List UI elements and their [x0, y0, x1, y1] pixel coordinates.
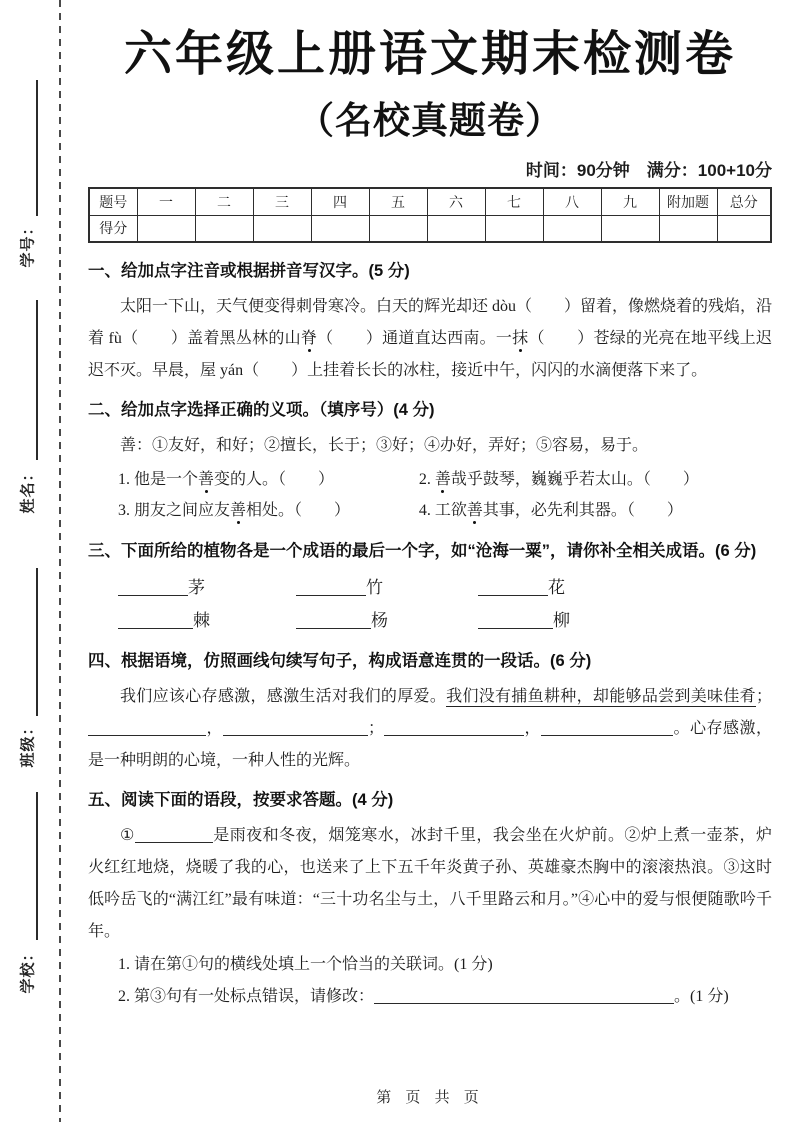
- idiom-blank: [118, 612, 193, 629]
- score-header-cell: 三: [253, 188, 311, 215]
- score-header-cell: 附加题: [659, 188, 717, 215]
- idiom-char: 棘: [193, 611, 210, 630]
- score-header-cell: 八: [543, 188, 601, 215]
- score-cell-empty: [659, 215, 717, 242]
- time-score-info: 时间：90分钟 满分：100+10分: [525, 161, 772, 180]
- section-5-sub-question-1: 1. 请在第①句的横线处填上一个恰当的关联词。(1 分): [118, 956, 493, 973]
- name-label: 姓名：: [19, 464, 37, 514]
- score-cell-empty: [311, 215, 369, 242]
- section-2-item-3: 3. 朋友之间应友善相处。（ ）: [118, 502, 351, 519]
- section-4: [88, 648, 772, 777]
- score-header-cell: 总分: [717, 188, 771, 215]
- score-header-cell: 二: [195, 188, 253, 215]
- idiom-item: [296, 573, 478, 603]
- idiom-char: 茅: [188, 578, 205, 597]
- score-cell-empty: [369, 215, 427, 242]
- score-row-label: 得分: [89, 215, 137, 242]
- exam-subtitle: （名校真题卷）: [297, 100, 563, 141]
- idiom-item: [478, 573, 772, 603]
- score-header-cell: 四: [311, 188, 369, 215]
- score-header-cell: 七: [485, 188, 543, 215]
- score-header-cell: 六: [427, 188, 485, 215]
- score-cell-empty: [543, 215, 601, 242]
- score-header-cell: 五: [369, 188, 427, 215]
- section-1-passage: 太阳一下山，天气便变得刺骨寒冷。白天的辉光却还 dòu（ ）留着，像燃烧着的残焰，沿着 fù（ ）盖着黑丛林的山脊（ ）通道直达西南。一抹（ ）苍绿的光亮在地平线上迟迟不灭。早晨，屋 yán（ ）上挂着长长的冰柱，接近中午，闪闪的水滴便落下来了。: [88, 298, 773, 379]
- section-2-item-1: 1. 他是一个善变的人。（ ）: [118, 471, 335, 488]
- idiom-char: 花: [548, 578, 565, 597]
- idiom-item: [296, 606, 478, 636]
- score-cell-empty: [195, 215, 253, 242]
- exam-title: 六年级上册语文期末检测卷: [123, 28, 736, 81]
- section-4-passage: 我们应该心存感激，感激生活对我们的厚爱。我们没有捕鱼耕种，却能够品尝到美味佳肴；， ； ， 。心存感激，是一种明朗的心境，一种人性的光辉。: [88, 688, 772, 769]
- idiom-char: 杨: [371, 611, 388, 630]
- section-1: [88, 258, 772, 387]
- idiom-blank: [118, 579, 188, 596]
- idiom-blank: [296, 612, 371, 629]
- idiom-item: [478, 606, 772, 636]
- section-5: [88, 787, 772, 1012]
- score-cell-empty: [137, 215, 195, 242]
- section-2-meanings: 善：①友好，和好；②擅长，长于；③好；④办好，弄好；⑤容易，易于。: [120, 437, 649, 454]
- section-5-sub-question-2: 2. 第③句有一处标点错误，请修改： 。(1 分): [118, 988, 729, 1005]
- section-5-heading: 五、阅读下面的语段，按要求答题。(4 分): [88, 791, 394, 809]
- idiom-item: [118, 573, 296, 603]
- student-id-label: 学号：: [19, 218, 37, 268]
- student-id-write-line: [36, 80, 38, 216]
- class-write-line: [36, 568, 38, 716]
- score-header-cell: 一: [137, 188, 195, 215]
- section-2-item-4: 4. 工欲善其事，必先利其器。（ ）: [418, 502, 683, 519]
- score-table: [88, 187, 772, 243]
- section-2-heading: 二、给加点字选择正确的义项。（填序号）(4 分): [88, 401, 435, 419]
- name-write-line: [36, 300, 38, 460]
- section-3-heading: 三、下面所给的植物各是一个成语的最后一个字，如“沧海一粟”，请你补全相关成语。(6 分): [88, 542, 757, 560]
- score-cell-empty: [253, 215, 311, 242]
- idiom-blank: [478, 579, 548, 596]
- section-3-idioms: [88, 573, 772, 636]
- idiom-blank: [296, 579, 366, 596]
- idiom-char: 柳: [553, 611, 570, 630]
- fold-dashed-line: [59, 0, 61, 1122]
- section-3: [88, 538, 772, 636]
- section-2-items: [88, 464, 772, 526]
- score-table-score-row: [89, 215, 771, 242]
- section-2-item-2: 2. 善哉乎鼓琴，巍巍乎若太山。（ ）: [418, 471, 699, 488]
- score-header-cell: 题号: [89, 188, 137, 215]
- score-cell-empty: [717, 215, 771, 242]
- section-4-heading: 四、根据语境，仿照画线句续写句子，构成语意连贯的一段话。(6 分): [88, 652, 592, 670]
- section-5-passage: ① 是雨夜和冬夜，烟笼寒水，冰封千里，我会坐在火炉前。②炉上煮一壶茶，炉火红红地烧，烧暖了我的心，也送来了上下五千年炎黄子孙、英雄豪杰胸中的滚滚热浪。③这时低吟岳飞的“满江红”最有味道：“三十功名尘与土，八千里路云和月。”④心中的爱与恨便随歌吟千年。: [88, 827, 772, 940]
- section-1-heading: 一、给加点字注音或根据拼音写汉字。(5 分): [88, 262, 410, 280]
- score-header-cell: 九: [601, 188, 659, 215]
- idiom-blank: [478, 612, 553, 629]
- page-number-footer: 第 页 共 页: [376, 1089, 484, 1106]
- score-table-header-row: [89, 188, 771, 215]
- section-2: [88, 397, 772, 526]
- main-content: [88, 0, 772, 1012]
- score-cell-empty: [427, 215, 485, 242]
- score-cell-empty: [601, 215, 659, 242]
- school-label: 学校：: [19, 944, 37, 994]
- class-label: 班级：: [19, 718, 37, 768]
- score-cell-empty: [485, 215, 543, 242]
- idiom-item: [118, 606, 296, 636]
- idiom-char: 竹: [366, 578, 383, 597]
- school-write-line: [36, 792, 38, 940]
